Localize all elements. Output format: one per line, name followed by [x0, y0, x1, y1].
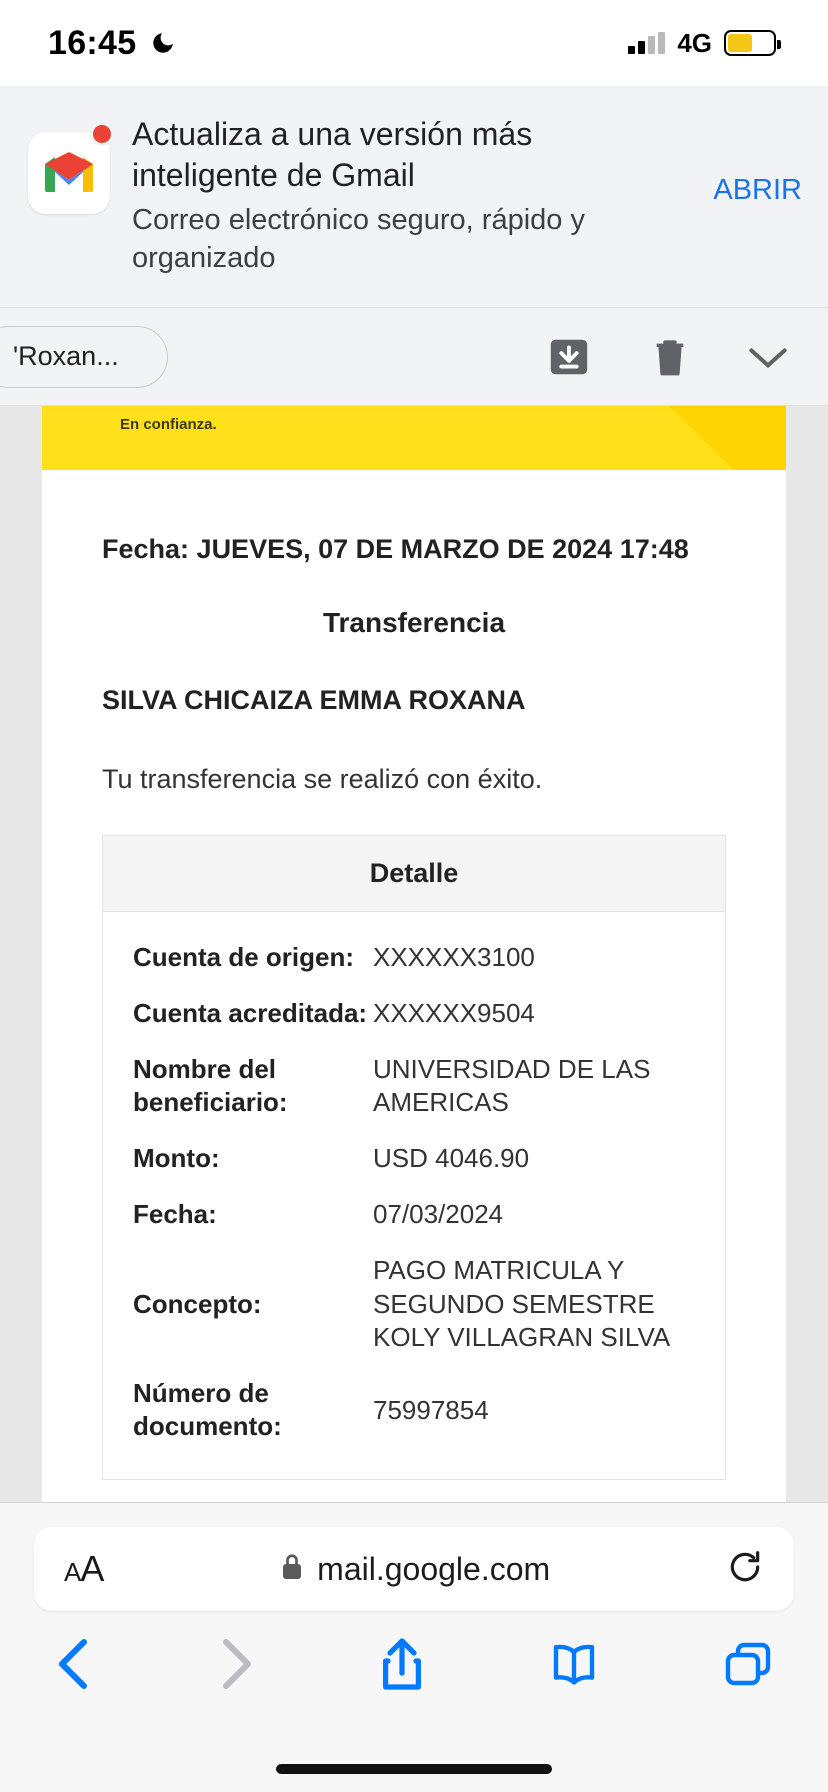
status-right — [628, 28, 776, 59]
url-center[interactable] — [103, 1551, 726, 1588]
detail-value: UNIVERSIDAD DE LAS AMERICAS — [373, 1053, 651, 1118]
crescent-moon-icon — [150, 30, 176, 56]
receipt-date-value: JUEVES, 07 DE MARZO DE 2024 17:48 — [196, 534, 689, 564]
browser-nav-row — [0, 1611, 828, 1691]
mail-toolbar — [0, 308, 828, 406]
detail-label: Concepto: — [133, 1288, 262, 1319]
detail-label: Cuenta acreditada: — [133, 998, 368, 1029]
lock-icon — [279, 1552, 305, 1587]
receipt-title: Transferencia — [322, 607, 506, 638]
promo-text — [132, 110, 685, 277]
table-row — [133, 986, 695, 1042]
detail-label: Cuenta de origen: — [133, 942, 355, 973]
chevron-left-icon[interactable] — [56, 1638, 92, 1690]
bank-banner — [42, 406, 786, 470]
table-row — [133, 1243, 695, 1366]
detail-table — [102, 835, 726, 1480]
gmail-promo-banner[interactable] — [0, 86, 828, 308]
detail-value: USD 4046.90 — [373, 1143, 530, 1174]
browser-bottom-bar — [0, 1502, 828, 1792]
detail-value: XXXXXX3100 — [373, 942, 535, 972]
promo-open-button[interactable]: ABRIR — [713, 174, 802, 206]
signal-strength-icon — [628, 32, 665, 54]
share-icon[interactable] — [380, 1637, 424, 1691]
table-row — [133, 1366, 695, 1455]
gmail-logo-wrap — [28, 110, 110, 214]
banner-corner-decoration — [616, 406, 786, 470]
email-page-sheet — [42, 406, 786, 1502]
tabs-icon[interactable] — [724, 1641, 772, 1687]
table-row — [133, 1042, 695, 1132]
home-indicator — [276, 1764, 552, 1774]
back-to-inbox-button[interactable]: 'Roxan... — [0, 326, 168, 388]
chevron-right-icon[interactable] — [218, 1638, 254, 1690]
table-row — [133, 1131, 695, 1187]
detail-value: 75997854 — [373, 1394, 489, 1425]
bank-banner-text: En confianza. — [120, 416, 217, 433]
battery-icon — [724, 30, 776, 56]
email-content-scroll[interactable] — [0, 406, 828, 1502]
detail-table-body — [103, 912, 725, 1479]
transfer-receipt-card — [68, 494, 760, 1502]
detail-value: PAGO MATRICULA Y SEGUNDO SEMESTRE KOLY VILLAGRAN SILVA — [373, 1254, 671, 1353]
detail-label: Fecha: — [133, 1199, 217, 1230]
book-icon[interactable] — [550, 1642, 598, 1686]
detail-table-header: Detalle — [103, 836, 725, 912]
archive-download-icon[interactable] — [546, 334, 592, 380]
detail-label: Nombre del beneficiario: — [133, 1054, 288, 1118]
table-row — [133, 1187, 695, 1243]
receipt-success-message: Tu transferencia se realizó con éxito. — [102, 764, 543, 794]
detail-value: 07/03/2024 — [373, 1198, 504, 1229]
text-size-button[interactable]: AA — [64, 1548, 104, 1589]
url-text: mail.google.com — [317, 1550, 551, 1587]
detail-label: Monto: — [133, 1143, 220, 1174]
detail-value: XXXXXX9504 — [373, 997, 535, 1028]
promo-subtitle: Correo electrónico seguro, rápido y organizado — [132, 203, 585, 274]
status-time: 16:45 — [48, 23, 137, 62]
receipt-recipient-name: SILVA CHICAIZA EMMA ROXANA — [102, 685, 526, 715]
chevron-down-icon[interactable] — [748, 343, 788, 371]
trash-icon[interactable] — [650, 334, 690, 380]
notification-dot-icon — [90, 122, 114, 146]
promo-title: Actualiza a una versión más inteligente de Gmail — [132, 116, 533, 193]
receipt-date-label: Fecha: — [102, 534, 190, 564]
receipt-date-line — [102, 534, 726, 565]
reload-icon[interactable] — [726, 1548, 764, 1591]
address-bar[interactable] — [34, 1527, 794, 1611]
table-row — [133, 930, 695, 986]
status-bar — [0, 0, 828, 86]
status-left — [48, 24, 176, 63]
network-type-label: 4G — [677, 27, 712, 58]
detail-label: Número de documento: — [133, 1378, 282, 1442]
